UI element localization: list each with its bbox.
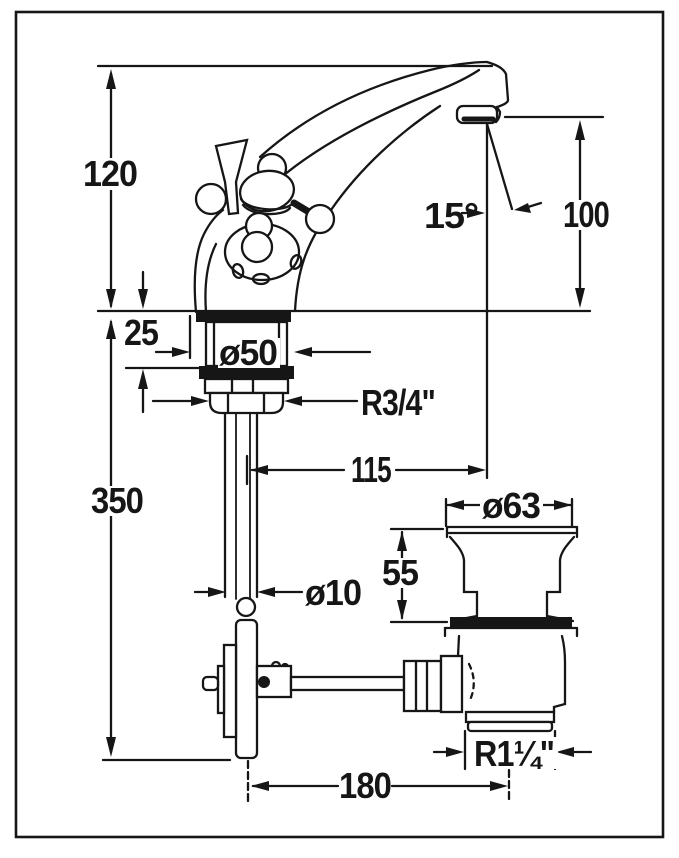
waste-assembly: [441, 527, 577, 731]
adjust-pin: [203, 677, 218, 690]
waste-seal: [450, 617, 572, 628]
pipe-end: [237, 598, 255, 616]
spout: [260, 62, 508, 311]
supply-pipe: [225, 413, 257, 616]
handle-ball-right: [306, 205, 334, 233]
dim-label-100: 100: [563, 194, 609, 235]
spout-angle-line: [487, 124, 512, 209]
dim-label-15deg: 15°: [424, 195, 478, 236]
faucet-body: [195, 62, 508, 322]
dim-label-o63: ø63: [482, 485, 540, 526]
base-gasket: [196, 312, 291, 322]
dim-label-o50: ø50: [219, 332, 277, 373]
horizontal-rod: [291, 677, 404, 690]
waste-side-boss: [441, 656, 462, 712]
rod-coupling: [404, 661, 441, 711]
drawing-border: [16, 12, 663, 837]
popup-rod: [236, 620, 257, 758]
clamp-screw: [258, 676, 270, 688]
dim-label-o10: ø10: [305, 572, 361, 613]
dim-label-115: 115: [351, 449, 392, 490]
dim-label-350: 350: [91, 480, 143, 521]
dim-label-r114: R1¼": [474, 733, 554, 774]
dim-label-120: 120: [83, 153, 137, 194]
dim-label-180: 180: [339, 765, 391, 806]
dimension-lines: [98, 66, 603, 802]
popup-linkage: [203, 620, 441, 758]
waste-thread: [466, 712, 554, 722]
cross-handle: [196, 154, 334, 262]
dimension-labels: [83, 153, 609, 806]
handle-ball-left: [196, 184, 226, 214]
dim-label-55: 55: [382, 552, 419, 593]
dim-label-r34: R3/4": [361, 382, 435, 423]
dim-label-25: 25: [124, 312, 159, 353]
waste-funnel: [450, 537, 477, 621]
shank-locknut: [210, 393, 283, 413]
